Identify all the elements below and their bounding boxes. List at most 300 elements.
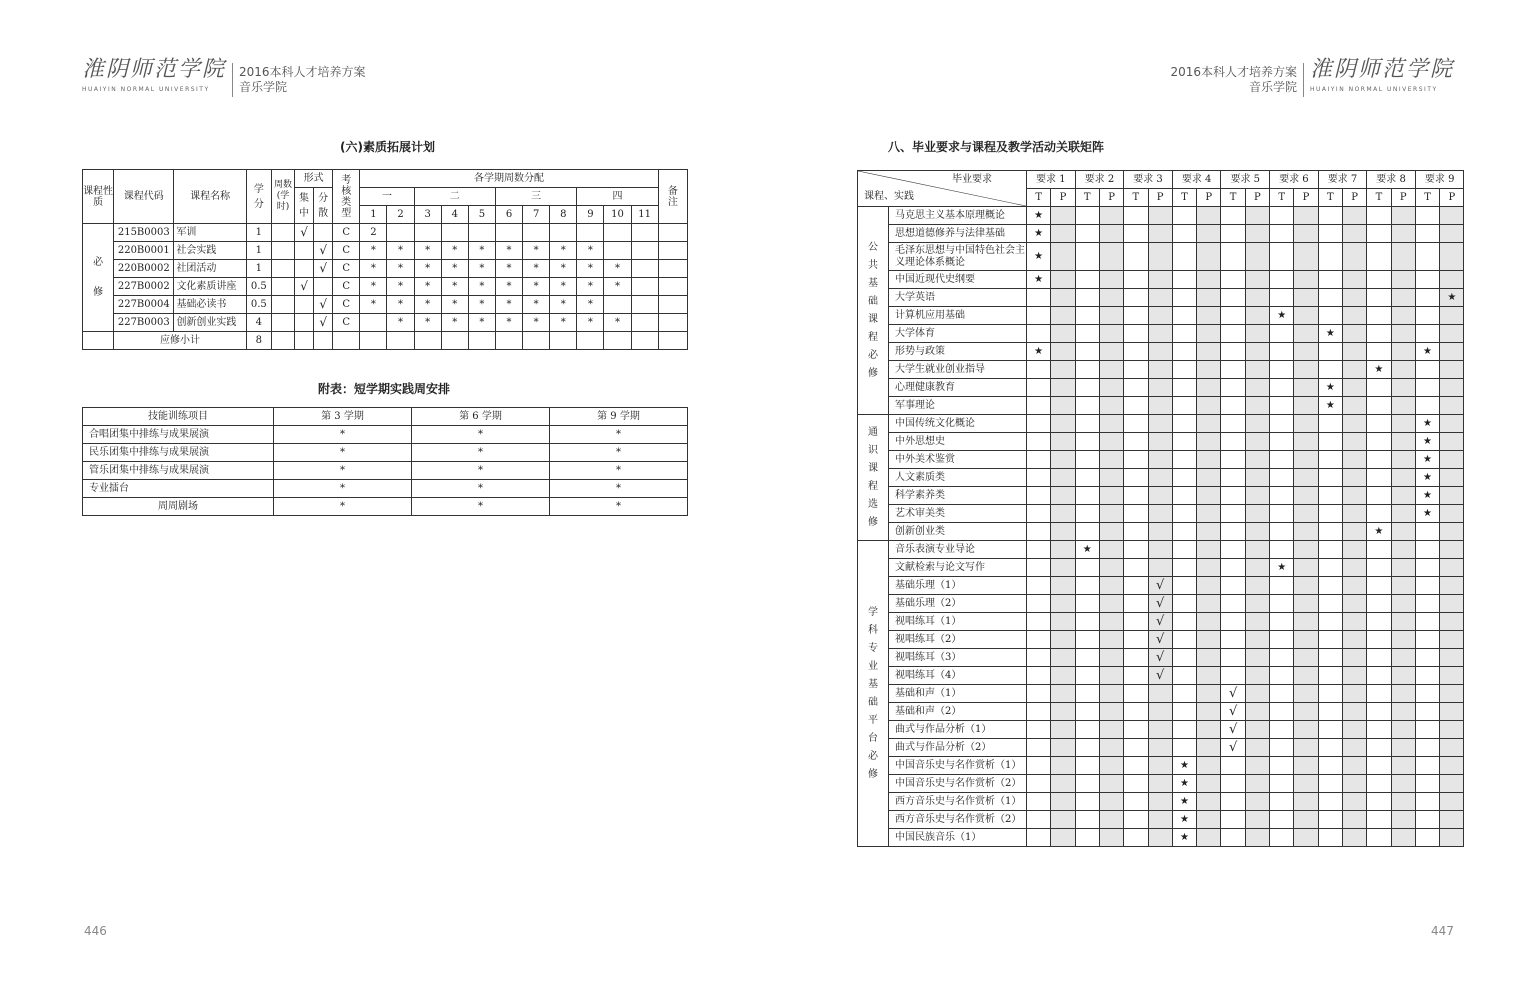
table-row bbox=[858, 793, 1464, 811]
matrix-cell bbox=[1318, 793, 1342, 811]
form-concentrated: √ bbox=[295, 278, 314, 296]
course-credit: 1 bbox=[246, 242, 271, 260]
matrix-cell bbox=[1172, 289, 1196, 307]
matrix-cell bbox=[1148, 559, 1172, 577]
term-mark: * bbox=[550, 480, 688, 498]
matrix-cell bbox=[1440, 703, 1464, 721]
matrix-cell bbox=[1148, 757, 1172, 775]
term-cell bbox=[604, 224, 631, 242]
table-row bbox=[858, 289, 1464, 307]
matrix-cell bbox=[1124, 559, 1148, 577]
column-header: 第 9 学期 bbox=[550, 408, 688, 426]
matrix-cell bbox=[1051, 685, 1075, 703]
matrix-cell bbox=[1391, 793, 1415, 811]
matrix-cell bbox=[1245, 631, 1269, 649]
term-cell: * bbox=[414, 242, 441, 260]
matrix-cell bbox=[1270, 685, 1294, 703]
matrix-cell bbox=[1124, 225, 1148, 243]
matrix-cell bbox=[1245, 325, 1269, 343]
matrix-cell bbox=[1318, 667, 1342, 685]
matrix-cell bbox=[1027, 667, 1051, 685]
matrix-cell bbox=[1051, 721, 1075, 739]
matrix-cell bbox=[1075, 577, 1099, 595]
matrix-cell bbox=[1051, 361, 1075, 379]
matrix-cell bbox=[1172, 415, 1196, 433]
matrix-cell bbox=[1221, 451, 1245, 469]
matrix-cell bbox=[1124, 649, 1148, 667]
matrix-cell bbox=[1294, 667, 1318, 685]
matrix-cell bbox=[1318, 271, 1342, 289]
matrix-mark: ★ bbox=[1027, 271, 1051, 289]
matrix-cell bbox=[1051, 757, 1075, 775]
matrix-cell bbox=[1367, 649, 1391, 667]
matrix-cell bbox=[1027, 361, 1051, 379]
matrix-cell bbox=[1148, 469, 1172, 487]
matrix-cell bbox=[1391, 487, 1415, 505]
matrix-cell bbox=[1148, 271, 1172, 289]
table-row bbox=[858, 559, 1464, 577]
matrix-cell bbox=[1367, 433, 1391, 451]
matrix-cell bbox=[1245, 811, 1269, 829]
matrix-cell bbox=[1075, 415, 1099, 433]
matrix-cell bbox=[1221, 505, 1245, 523]
matrix-cell bbox=[1318, 469, 1342, 487]
matrix-cell bbox=[1415, 325, 1439, 343]
term-cell: * bbox=[414, 296, 441, 314]
matrix-cell bbox=[1318, 307, 1342, 325]
matrix-cell bbox=[1172, 397, 1196, 415]
matrix-cell bbox=[1245, 397, 1269, 415]
matrix-cell bbox=[1197, 613, 1221, 631]
matrix-cell bbox=[1197, 721, 1221, 739]
matrix-cell bbox=[1318, 739, 1342, 757]
subtotal-cell bbox=[333, 332, 360, 350]
table-row bbox=[858, 361, 1464, 379]
matrix-cell bbox=[1415, 793, 1439, 811]
subtotal-cell bbox=[295, 332, 314, 350]
matrix-cell bbox=[1270, 739, 1294, 757]
matrix-cell bbox=[1415, 289, 1439, 307]
matrix-cell bbox=[1172, 595, 1196, 613]
matrix-mark: ★ bbox=[1318, 379, 1342, 397]
table-row bbox=[858, 243, 1464, 271]
course-name: 中国近现代史纲要 bbox=[889, 271, 1027, 289]
course-name: 曲式与作品分析（2） bbox=[889, 739, 1027, 757]
matrix-cell bbox=[1099, 523, 1123, 541]
course-code: 227B0003 bbox=[114, 314, 174, 332]
matrix-cell bbox=[1415, 243, 1439, 271]
term-cell: * bbox=[550, 296, 577, 314]
requirement-header: 要求 9 bbox=[1415, 171, 1464, 189]
matrix-cell bbox=[1172, 487, 1196, 505]
matrix-cell bbox=[1051, 667, 1075, 685]
term-mark: * bbox=[412, 444, 550, 462]
matrix-cell bbox=[1294, 721, 1318, 739]
table-row bbox=[858, 379, 1464, 397]
matrix-cell bbox=[1342, 703, 1366, 721]
matrix-mark: ★ bbox=[1367, 523, 1391, 541]
matrix-cell bbox=[1391, 361, 1415, 379]
matrix-cell bbox=[1124, 631, 1148, 649]
matrix-cell bbox=[1294, 207, 1318, 225]
subtotal-value: 8 bbox=[246, 332, 271, 350]
matrix-cell bbox=[1075, 397, 1099, 415]
term-mark: * bbox=[412, 498, 550, 516]
graduation-matrix-table bbox=[857, 170, 1464, 847]
matrix-cell bbox=[1172, 361, 1196, 379]
matrix-cell bbox=[1197, 487, 1221, 505]
matrix-cell bbox=[1124, 793, 1148, 811]
matrix-cell bbox=[1294, 397, 1318, 415]
term-cell: * bbox=[387, 242, 414, 260]
matrix-cell bbox=[1221, 829, 1245, 847]
matrix-cell bbox=[1197, 271, 1221, 289]
matrix-cell bbox=[1099, 397, 1123, 415]
matrix-cell bbox=[1294, 613, 1318, 631]
matrix-cell bbox=[1391, 757, 1415, 775]
matrix-cell bbox=[1051, 469, 1075, 487]
column-header: 第 3 学期 bbox=[274, 408, 412, 426]
matrix-cell bbox=[1318, 361, 1342, 379]
matrix-cell bbox=[1440, 775, 1464, 793]
matrix-cell bbox=[1245, 721, 1269, 739]
table-row bbox=[858, 523, 1464, 541]
matrix-cell bbox=[1391, 649, 1415, 667]
matrix-cell bbox=[1270, 541, 1294, 559]
matrix-cell bbox=[1197, 469, 1221, 487]
table-row bbox=[83, 224, 688, 242]
matrix-cell bbox=[1075, 451, 1099, 469]
matrix-cell bbox=[1075, 207, 1099, 225]
matrix-cell bbox=[1124, 739, 1148, 757]
matrix-cell bbox=[1245, 703, 1269, 721]
matrix-cell bbox=[1270, 271, 1294, 289]
term-cell: * bbox=[414, 260, 441, 278]
course-name: 大学生就业创业指导 bbox=[889, 361, 1027, 379]
matrix-cell bbox=[1075, 271, 1099, 289]
course-credit: 0.5 bbox=[246, 278, 271, 296]
matrix-cell bbox=[1367, 811, 1391, 829]
form-concentrated bbox=[295, 260, 314, 278]
matrix-cell bbox=[1367, 271, 1391, 289]
matrix-mark: ★ bbox=[1415, 487, 1439, 505]
matrix-cell bbox=[1367, 307, 1391, 325]
matrix-cell bbox=[1270, 207, 1294, 225]
table-row bbox=[858, 487, 1464, 505]
matrix-cell bbox=[1099, 469, 1123, 487]
matrix-cell bbox=[1027, 451, 1051, 469]
matrix-cell bbox=[1245, 523, 1269, 541]
term-cell bbox=[631, 278, 658, 296]
matrix-cell bbox=[1027, 631, 1051, 649]
matrix-cell bbox=[1245, 595, 1269, 613]
header-program: 2016本科人才培养方案 bbox=[239, 65, 366, 79]
matrix-cell bbox=[1051, 703, 1075, 721]
matrix-cell bbox=[1124, 433, 1148, 451]
matrix-cell bbox=[1270, 397, 1294, 415]
exam-type: C bbox=[333, 242, 360, 260]
matrix-cell bbox=[1440, 451, 1464, 469]
matrix-mark: ★ bbox=[1415, 433, 1439, 451]
matrix-cell bbox=[1391, 433, 1415, 451]
matrix-cell bbox=[1294, 775, 1318, 793]
matrix-cell bbox=[1245, 829, 1269, 847]
course-nature-text: 必修 bbox=[93, 256, 104, 298]
matrix-cell bbox=[1270, 577, 1294, 595]
term-mark: * bbox=[274, 426, 412, 444]
matrix-cell bbox=[1415, 649, 1439, 667]
matrix-cell bbox=[1172, 343, 1196, 361]
matrix-cell bbox=[1318, 343, 1342, 361]
matrix-cell bbox=[1391, 739, 1415, 757]
matrix-cell bbox=[1099, 775, 1123, 793]
subtotal-cell bbox=[604, 332, 631, 350]
matrix-cell bbox=[1197, 757, 1221, 775]
matrix-cell bbox=[1294, 793, 1318, 811]
matrix-cell bbox=[1051, 243, 1075, 271]
matrix-cell bbox=[1270, 631, 1294, 649]
matrix-cell bbox=[1391, 829, 1415, 847]
matrix-cell bbox=[1367, 415, 1391, 433]
form-dispersed: √ bbox=[314, 314, 333, 332]
matrix-cell bbox=[1148, 829, 1172, 847]
matrix-cell bbox=[1270, 613, 1294, 631]
header-form-concentrated-text: 集中 bbox=[299, 192, 310, 219]
exam-type: C bbox=[333, 260, 360, 278]
matrix-cell bbox=[1294, 243, 1318, 271]
table-row bbox=[858, 397, 1464, 415]
matrix-cell bbox=[1099, 595, 1123, 613]
matrix-mark: ★ bbox=[1027, 225, 1051, 243]
matrix-cell bbox=[1294, 685, 1318, 703]
matrix-cell bbox=[1124, 523, 1148, 541]
matrix-cell bbox=[1391, 613, 1415, 631]
matrix-cell bbox=[1245, 343, 1269, 361]
matrix-cell bbox=[1245, 577, 1269, 595]
matrix-cell bbox=[1075, 811, 1099, 829]
matrix-cell bbox=[1318, 433, 1342, 451]
practice-header: P bbox=[1342, 189, 1366, 207]
matrix-cell bbox=[1367, 631, 1391, 649]
matrix-cell bbox=[1172, 325, 1196, 343]
matrix-mark: ★ bbox=[1415, 343, 1439, 361]
matrix-cell bbox=[1318, 685, 1342, 703]
matrix-mark: √ bbox=[1148, 613, 1172, 631]
header-form-dispersed-text: 分散 bbox=[318, 192, 329, 219]
matrix-cell bbox=[1294, 289, 1318, 307]
matrix-cell bbox=[1391, 775, 1415, 793]
course-name: 计算机应用基础 bbox=[889, 307, 1027, 325]
matrix-mark: √ bbox=[1148, 577, 1172, 595]
matrix-cell bbox=[1391, 207, 1415, 225]
matrix-cell bbox=[1172, 505, 1196, 523]
header-term: 6 bbox=[495, 206, 522, 224]
matrix-cell bbox=[1245, 649, 1269, 667]
matrix-cell bbox=[1051, 289, 1075, 307]
practice-header: P bbox=[1051, 189, 1075, 207]
matrix-cell bbox=[1415, 271, 1439, 289]
corner-courses: 课程、实践 bbox=[864, 191, 914, 202]
matrix-cell bbox=[1075, 523, 1099, 541]
matrix-cell bbox=[1099, 379, 1123, 397]
header-exam-text: 考核类型 bbox=[341, 174, 352, 219]
subtotal-row bbox=[83, 332, 688, 350]
matrix-cell bbox=[1415, 307, 1439, 325]
section-title-matrix: 八、毕业要求与课程及教学活动关联矩阵 bbox=[888, 140, 1105, 154]
matrix-cell bbox=[1221, 541, 1245, 559]
term-cell bbox=[631, 296, 658, 314]
subtotal-cell bbox=[523, 332, 550, 350]
matrix-cell bbox=[1415, 397, 1439, 415]
matrix-cell bbox=[1027, 433, 1051, 451]
matrix-cell bbox=[1367, 225, 1391, 243]
term-cell bbox=[631, 260, 658, 278]
matrix-cell bbox=[1270, 775, 1294, 793]
matrix-cell bbox=[1391, 811, 1415, 829]
matrix-cell bbox=[1342, 469, 1366, 487]
course-name: 基础必读书 bbox=[174, 296, 246, 314]
term-cell: * bbox=[441, 314, 468, 332]
matrix-cell bbox=[1294, 505, 1318, 523]
term-cell: * bbox=[604, 260, 631, 278]
header-year: 一 bbox=[360, 188, 414, 206]
matrix-cell bbox=[1027, 829, 1051, 847]
matrix-cell bbox=[1440, 559, 1464, 577]
matrix-cell bbox=[1245, 793, 1269, 811]
matrix-cell bbox=[1245, 289, 1269, 307]
form-dispersed: √ bbox=[314, 260, 333, 278]
subtotal-cell bbox=[360, 332, 387, 350]
training-item: 周周剧场 bbox=[83, 498, 274, 516]
matrix-cell bbox=[1415, 225, 1439, 243]
matrix-cell bbox=[1294, 225, 1318, 243]
matrix-cell bbox=[1124, 379, 1148, 397]
subtotal-cell bbox=[271, 332, 294, 350]
matrix-cell bbox=[1245, 451, 1269, 469]
matrix-cell bbox=[1270, 487, 1294, 505]
course-group bbox=[858, 541, 889, 847]
course-name: 社会实践 bbox=[174, 242, 246, 260]
matrix-cell bbox=[1245, 541, 1269, 559]
header-term: 9 bbox=[577, 206, 604, 224]
course-name: 视唱练耳（2） bbox=[889, 631, 1027, 649]
matrix-cell bbox=[1099, 631, 1123, 649]
header-year: 二 bbox=[414, 188, 495, 206]
term-cell: * bbox=[468, 296, 495, 314]
matrix-cell bbox=[1124, 487, 1148, 505]
course-name: 毛泽东思想与中国特色社会主义理论体系概论 bbox=[889, 243, 1027, 271]
matrix-cell bbox=[1342, 811, 1366, 829]
matrix-cell bbox=[1440, 541, 1464, 559]
matrix-cell bbox=[1391, 415, 1415, 433]
matrix-cell bbox=[1270, 289, 1294, 307]
theory-header: T bbox=[1270, 189, 1294, 207]
matrix-cell bbox=[1415, 631, 1439, 649]
matrix-cell bbox=[1197, 307, 1221, 325]
matrix-cell bbox=[1099, 613, 1123, 631]
matrix-mark: ★ bbox=[1172, 757, 1196, 775]
matrix-cell bbox=[1075, 243, 1099, 271]
matrix-cell bbox=[1148, 685, 1172, 703]
page-number-left: 446 bbox=[84, 924, 107, 938]
matrix-cell bbox=[1148, 523, 1172, 541]
matrix-cell bbox=[1027, 685, 1051, 703]
header-school: 音乐学院 bbox=[239, 80, 288, 94]
header-right bbox=[1170, 57, 1454, 100]
matrix-cell bbox=[1197, 343, 1221, 361]
matrix-cell bbox=[1318, 559, 1342, 577]
matrix-cell bbox=[1172, 271, 1196, 289]
matrix-cell bbox=[1051, 415, 1075, 433]
matrix-cell bbox=[1245, 225, 1269, 243]
matrix-cell bbox=[1075, 667, 1099, 685]
matrix-cell bbox=[1440, 271, 1464, 289]
matrix-cell bbox=[1415, 361, 1439, 379]
matrix-cell bbox=[1148, 415, 1172, 433]
matrix-cell bbox=[1342, 343, 1366, 361]
term-cell bbox=[577, 224, 604, 242]
term-cell: * bbox=[495, 260, 522, 278]
course-code: 215B0003 bbox=[114, 224, 174, 242]
matrix-cell bbox=[1197, 577, 1221, 595]
matrix-cell bbox=[1318, 703, 1342, 721]
term-cell bbox=[387, 224, 414, 242]
note-cell bbox=[658, 278, 687, 296]
term-cell: * bbox=[495, 314, 522, 332]
header-form: 形式 bbox=[295, 170, 333, 188]
matrix-cell bbox=[1051, 649, 1075, 667]
matrix-cell bbox=[1318, 775, 1342, 793]
matrix-cell bbox=[1318, 289, 1342, 307]
course-name: 中国民族音乐（1） bbox=[889, 829, 1027, 847]
matrix-cell bbox=[1172, 721, 1196, 739]
matrix-mark: ★ bbox=[1172, 775, 1196, 793]
table-row bbox=[858, 343, 1464, 361]
matrix-cell bbox=[1172, 225, 1196, 243]
matrix-cell bbox=[1075, 739, 1099, 757]
matrix-mark: ★ bbox=[1270, 559, 1294, 577]
matrix-mark: ★ bbox=[1172, 811, 1196, 829]
matrix-cell bbox=[1270, 451, 1294, 469]
matrix-cell bbox=[1440, 757, 1464, 775]
matrix-cell bbox=[1051, 225, 1075, 243]
matrix-cell bbox=[1245, 685, 1269, 703]
term-mark: * bbox=[412, 426, 550, 444]
matrix-cell bbox=[1270, 415, 1294, 433]
matrix-cell bbox=[1245, 667, 1269, 685]
course-name: 西方音乐史与名作赏析（2） bbox=[889, 811, 1027, 829]
form-dispersed: √ bbox=[314, 296, 333, 314]
term-cell: * bbox=[523, 278, 550, 296]
matrix-cell bbox=[1124, 451, 1148, 469]
training-item: 管乐团集中排练与成果展演 bbox=[83, 462, 274, 480]
matrix-mark: ★ bbox=[1415, 469, 1439, 487]
table-row bbox=[858, 685, 1464, 703]
table-row bbox=[83, 444, 688, 462]
course-name: 中外思想史 bbox=[889, 433, 1027, 451]
matrix-cell bbox=[1124, 541, 1148, 559]
subtotal-cell bbox=[414, 332, 441, 350]
header-term: 2 bbox=[387, 206, 414, 224]
matrix-cell bbox=[1124, 361, 1148, 379]
matrix-cell bbox=[1099, 505, 1123, 523]
term-cell bbox=[604, 242, 631, 260]
matrix-cell bbox=[1415, 613, 1439, 631]
matrix-cell bbox=[1124, 667, 1148, 685]
matrix-cell bbox=[1197, 793, 1221, 811]
matrix-cell bbox=[1099, 667, 1123, 685]
term-cell: * bbox=[414, 278, 441, 296]
